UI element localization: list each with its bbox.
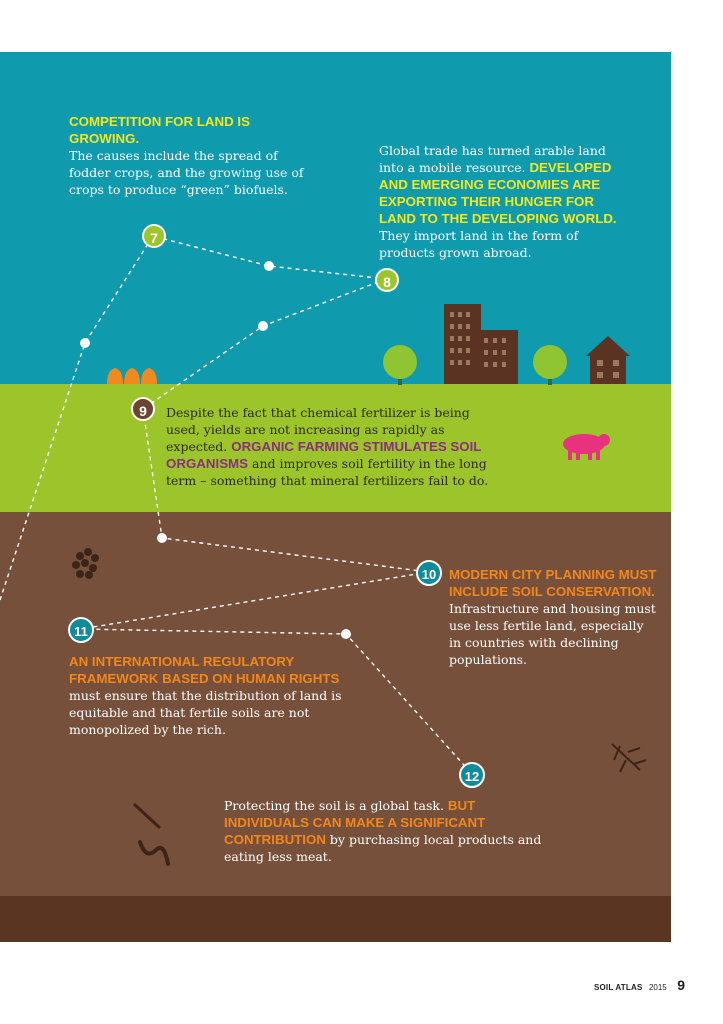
block-12-text [224,797,554,865]
block-11-text [69,653,369,738]
node-12-badge: 12 [459,762,485,788]
block-9-body-before: Despite the fact that chemical fertilizer is being used, yields are not increasing as rapidly as expected. [166,405,470,454]
node-7-badge: 7 [142,224,166,248]
block-11-highlight: AN INTERNATIONAL REGULATORY FRAMEWORK BASED ON HUMAN RIGHTS [69,654,340,686]
block-8-body-before: Global trade has turned arable land into a mobile resource. [379,143,606,175]
block-12-body-after: by purchasing local products and eating less meat. [224,832,542,864]
node-10-badge: 10 [416,560,442,586]
block-7-highlight: COMPETITION FOR LAND IS GROWING. [69,114,250,146]
footer-brand: SOIL ATLAS [593,983,643,992]
block-9-body-after: and improves soil fertility in the long term – something that mineral fertilizers fail to do. [166,456,489,488]
fertilizer-sacks [107,368,157,384]
block-8-highlight: DEVELOPED AND EMERGING ECONOMIES ARE EXPORTING THEIR HUNGER FOR LAND TO THE DEVELOPING WORLD. [379,160,617,226]
block-12-body-before: Protecting the soil is a global task. [224,798,444,813]
footer-year: 2015 [648,983,667,992]
block-9-text [166,404,506,489]
block-10-body: Infrastructure and housing must use less fertile land, especially in countries with declining populations. [449,601,656,667]
page-number: 9 [677,977,685,993]
node-11-badge: 11 [68,617,94,643]
block-8-body-after: They import land in the form of products grown abroad. [379,228,579,260]
block-8-text [379,142,619,261]
block-11-body: must ensure that the distribution of land is equitable and that fertile soils are not monopolized by the rich. [69,688,342,737]
block-7-body: The causes include the spread of fodder crops, and the growing use of crops to produce “green” biofuels. [69,148,304,197]
deep-soil-band [0,896,671,942]
block-9-highlight: ORGANIC FARMING STIMULATES SOIL ORGANISMS [166,439,482,471]
block-12-highlight: BUT INDIVIDUALS CAN MAKE A SIGNIFICANT CONTRIBUTION [224,798,486,847]
block-10-highlight: MODERN CITY PLANNING MUST INCLUDE SOIL CONSERVATION. [449,567,657,599]
node-9-badge: 9 [131,397,155,421]
block-10-text [449,566,659,668]
block-7-text [69,113,309,198]
node-8-badge: 8 [375,268,399,292]
page-footer [594,977,685,995]
